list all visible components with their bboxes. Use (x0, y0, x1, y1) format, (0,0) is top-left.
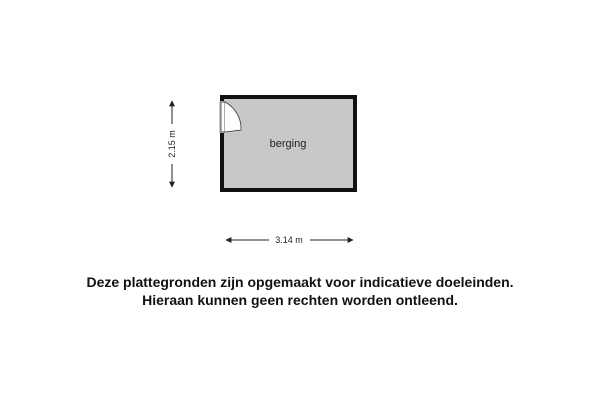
room-label: berging (269, 138, 307, 150)
door-leaf (221, 102, 225, 132)
disclaimer-line-2: Hieraan kunnen geen rechten worden ontleend. (142, 292, 458, 308)
disclaimer-line-1: Deze plattegronden zijn opgemaakt voor indicatieve doeleinden. (86, 274, 514, 290)
height-dimension-label: 2.15 m (167, 130, 177, 158)
width-dimension-label: 3.14 m (275, 235, 303, 245)
